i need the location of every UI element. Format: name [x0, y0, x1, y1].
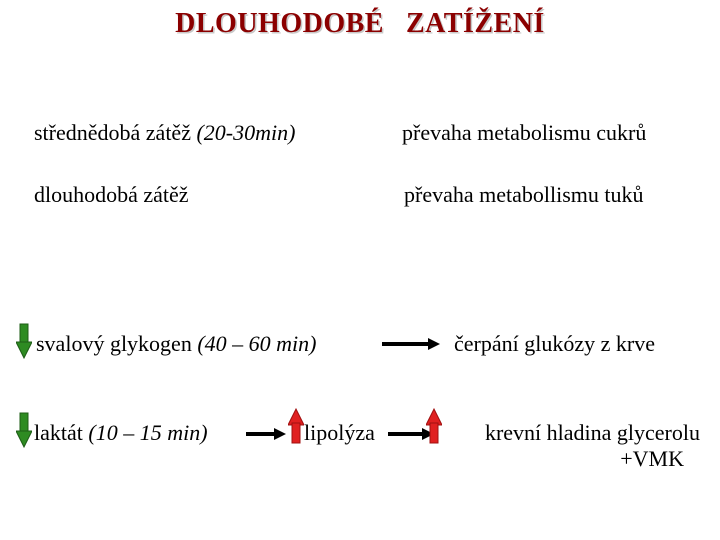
long-load-label: dlouhodobá zátěž — [34, 182, 189, 207]
lactate-duration: (10 – 15 min) — [88, 420, 208, 445]
lipolysis-label: lipolýza — [304, 420, 375, 445]
title-part2: ZATÍŽENÍ — [405, 8, 545, 39]
arrow-down-icon — [16, 323, 32, 359]
glycogen-result: čerpání glukózy z krve — [454, 331, 655, 356]
page-title — [0, 8, 720, 40]
title-part1: DLOUHODOBÉ — [175, 8, 384, 39]
glycerol-result-line2: +VMK — [620, 446, 684, 471]
arrow-right-icon — [246, 427, 288, 441]
medium-load-label: střednědobá zátěž (20-30min) — [34, 120, 296, 145]
arrow-right-icon — [382, 336, 442, 352]
arrow-up-icon — [288, 408, 304, 444]
lactate-label: laktát (10 – 15 min) — [34, 420, 208, 445]
glycerol-result-line1: krevní hladina glycerolu — [484, 420, 700, 445]
glycogen-duration: (40 – 60 min) — [197, 331, 317, 356]
medium-load-result: převaha metabolismu cukrů — [402, 120, 647, 145]
arrow-down-icon — [16, 412, 32, 448]
glycogen-label: svalový glykogen (40 – 60 min) — [36, 331, 317, 356]
long-load-result: převaha metabollismu tuků — [404, 182, 644, 207]
medium-load-duration: (20-30min) — [196, 120, 296, 145]
glycerol-result — [440, 420, 700, 472]
